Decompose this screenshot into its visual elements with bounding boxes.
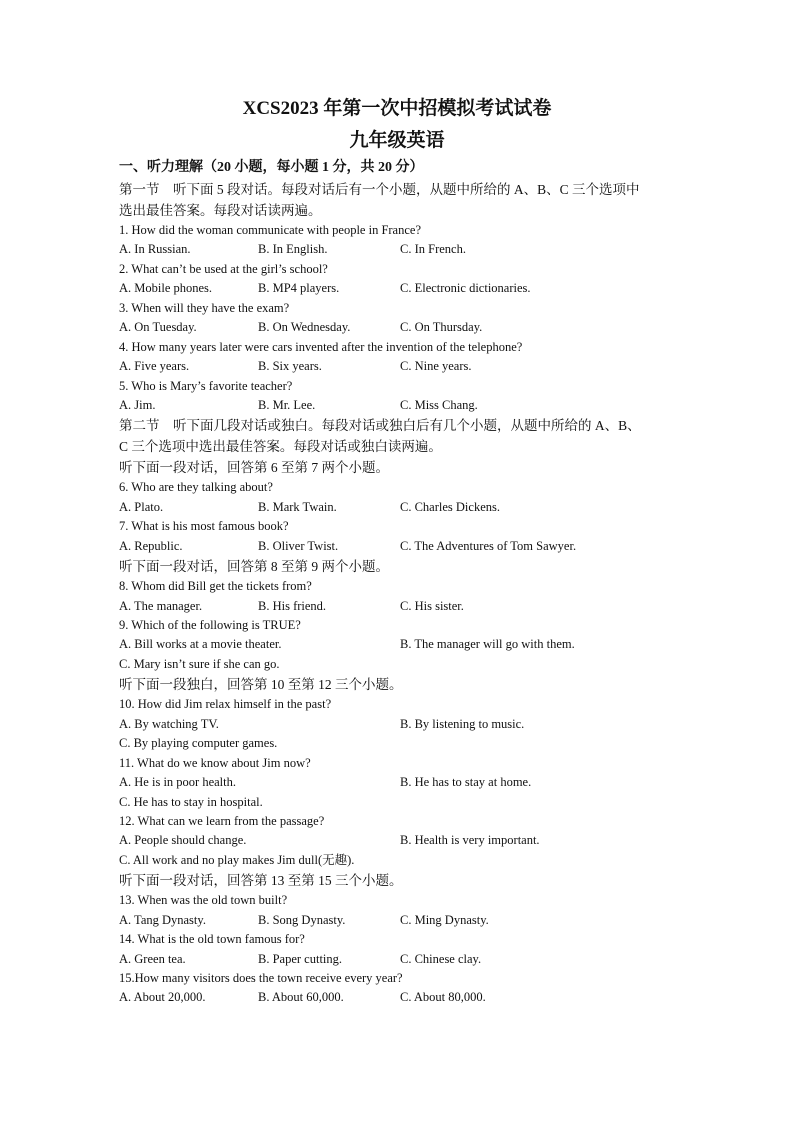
- option-c: C. Ming Dynasty.: [400, 912, 489, 927]
- options-12-row1: [119, 831, 679, 850]
- question-2: 2. What can’t be used at the girl’s school?: [119, 261, 328, 276]
- option-b: B. Oliver Twist.: [258, 538, 339, 553]
- options-9-row1: [119, 635, 679, 654]
- option-a: A. Five years.: [119, 359, 190, 374]
- options-7: [119, 537, 679, 556]
- option-b: B. About 60,000.: [258, 990, 344, 1005]
- section-heading: 一、听力理解（20 小题，每小题 1 分，共 20 分）: [119, 160, 424, 175]
- option-a: A. The manager.: [119, 598, 203, 613]
- option-a: A. On Tuesday.: [119, 320, 197, 335]
- question-4: 4. How many years later were cars invented after the invention of the telephone?: [119, 339, 523, 354]
- question-14: 14. What is the old town famous for?: [119, 932, 305, 947]
- option-b: B. He has to stay at home.: [400, 775, 532, 790]
- exam-title: XCS2023 年第一次中招模拟考试试卷: [242, 98, 552, 119]
- question-3: 3. When will they have the exam?: [119, 300, 290, 315]
- option-a: A. In Russian.: [119, 242, 191, 257]
- option-b: B. Mr. Lee.: [258, 397, 316, 412]
- instruction-q13-15: 听下面一段对话，回答第 13 至第 15 三个小题。: [119, 873, 403, 889]
- option-a: A. People should change.: [119, 833, 247, 848]
- options-9-row2: [119, 655, 679, 674]
- options-11-row2: [119, 793, 679, 812]
- option-b: B. MP4 players.: [258, 281, 340, 296]
- option-a: A. Bill works at a movie theater.: [119, 637, 282, 652]
- question-11: 11. What do we know about Jim now?: [119, 755, 311, 770]
- option-c: C. Electronic dictionaries.: [400, 281, 531, 296]
- options-11-row1: [119, 773, 679, 792]
- option-b: B. By listening to music.: [400, 716, 525, 731]
- option-c: C. By playing computer games.: [119, 736, 278, 751]
- option-c: C. The Adventures of Tom Sawyer.: [400, 538, 577, 553]
- option-c: C. Nine years.: [400, 359, 472, 374]
- options-14: [119, 950, 679, 969]
- question-13: 13. When was the old town built?: [119, 893, 288, 908]
- question-5: 5. Who is Mary’s favorite teacher?: [119, 378, 293, 393]
- listening-section: [119, 157, 679, 1008]
- option-c: C. Miss Chang.: [400, 397, 478, 412]
- options-1: [119, 240, 679, 259]
- options-4: [119, 357, 679, 376]
- option-c: C. Chinese clay.: [400, 951, 482, 966]
- part2-instruction-line2: C 三个选项中选出最佳答案。每段对话或独白读两遍。: [119, 439, 442, 455]
- option-a: A. Mobile phones.: [119, 281, 213, 296]
- question-9: 9. Which of the following is TRUE?: [119, 618, 301, 632]
- option-b: B. His friend.: [258, 598, 327, 613]
- option-a: A. Green tea.: [119, 951, 186, 966]
- options-13: [119, 911, 679, 930]
- option-b: B. In English.: [258, 242, 328, 257]
- option-a: A. Plato.: [119, 499, 164, 514]
- option-a: A. About 20,000.: [119, 990, 206, 1005]
- options-5: [119, 396, 679, 415]
- options-10-row2: [119, 734, 679, 753]
- options-3: [119, 318, 679, 337]
- options-12-row2: [119, 851, 679, 870]
- question-6: 6. Who are they talking about?: [119, 480, 273, 495]
- option-c: C. All work and no play makes Jim dull(无趣).: [119, 852, 355, 867]
- option-c: C. In French.: [400, 242, 466, 257]
- option-b: B. Six years.: [258, 359, 322, 374]
- option-c: C. Mary isn’t sure if she can go.: [119, 656, 280, 671]
- instruction-q6-7: 听下面一段对话，回答第 6 至第 7 两个小题。: [119, 460, 389, 476]
- option-c: C. About 80,000.: [400, 990, 486, 1005]
- option-c: C. On Thursday.: [400, 320, 483, 335]
- option-b: B. Health is very important.: [400, 833, 540, 848]
- question-15: 15.How many visitors does the town receive every year?: [119, 971, 403, 985]
- option-a: A. Republic.: [119, 538, 183, 553]
- options-8: [119, 597, 679, 616]
- option-c: C. He has to stay in hospital.: [119, 794, 263, 809]
- question-7: 7. What is his most famous book?: [119, 519, 289, 534]
- question-10: 10. How did Jim relax himself in the past?: [119, 697, 332, 712]
- instruction-q10-12: 听下面一段独白，回答第 10 至第 12 三个小题。: [119, 677, 403, 693]
- exam-subtitle: 九年级英语: [349, 130, 445, 151]
- option-c: C. His sister.: [400, 598, 464, 613]
- options-10-row1: [119, 715, 679, 734]
- option-c: C. Charles Dickens.: [400, 499, 500, 514]
- options-2: [119, 279, 679, 298]
- options-15: [119, 988, 679, 1007]
- option-a: A. Tang Dynasty.: [119, 912, 206, 927]
- option-b: B. Song Dynasty.: [258, 912, 346, 927]
- options-6: [119, 498, 679, 517]
- option-a: A. Jim.: [119, 397, 156, 412]
- part1-instruction-line1: 第一节 听下面 5 段对话。每段对话后有一个小题，从题中所给的 A、B、C 三个选项中: [119, 182, 640, 197]
- instruction-q8-9: 听下面一段对话，回答第 8 至第 9 两个小题。: [119, 559, 389, 575]
- part2-instruction-line1: 第二节 听下面几段对话或独白。每段对话或独白后有几个小题，从题中所给的 A、B、: [119, 418, 641, 434]
- option-b: B. Mark Twain.: [258, 499, 337, 514]
- option-a: A. He is in poor health.: [119, 775, 236, 790]
- question-1: 1. How did the woman communicate with people in France?: [119, 223, 422, 237]
- option-b: B. Paper cutting.: [258, 951, 343, 966]
- part1-instruction-line2: 选出最佳答案。每段对话读两遍。: [119, 203, 322, 218]
- option-b: B. The manager will go with them.: [400, 637, 575, 652]
- question-8: 8. Whom did Bill get the tickets from?: [119, 579, 312, 594]
- question-12: 12. What can we learn from the passage?: [119, 813, 325, 828]
- option-b: B. On Wednesday.: [258, 320, 351, 335]
- option-a: A. By watching TV.: [119, 716, 219, 731]
